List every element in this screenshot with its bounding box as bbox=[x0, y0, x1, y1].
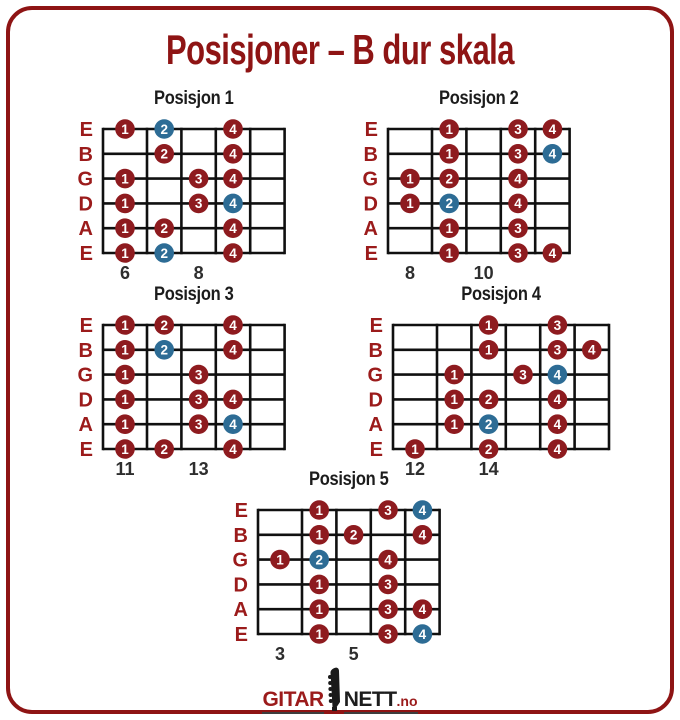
finger-dot-red bbox=[479, 340, 499, 360]
finger-dot-red bbox=[479, 315, 499, 335]
guitar-headstock-icon bbox=[327, 667, 342, 716]
finger-number: 4 bbox=[553, 417, 562, 432]
position-title: Posisjon 2 bbox=[439, 87, 519, 109]
finger-dot-red bbox=[223, 169, 243, 189]
finger-number: 2 bbox=[160, 146, 168, 162]
finger-dot-blue bbox=[479, 414, 499, 434]
finger-number: 4 bbox=[229, 121, 237, 137]
finger-dot-red bbox=[223, 315, 243, 335]
finger-dot-red bbox=[582, 340, 602, 360]
finger-dot-red bbox=[413, 599, 433, 619]
string-label: A bbox=[78, 414, 93, 437]
finger-dot-red bbox=[543, 243, 563, 263]
finger-dot-red bbox=[189, 169, 209, 189]
finger-dot-red bbox=[378, 575, 398, 595]
finger-dot-blue bbox=[543, 144, 563, 164]
finger-dot-red bbox=[309, 525, 329, 545]
fretboard bbox=[57, 110, 301, 288]
finger-dot-blue bbox=[309, 550, 329, 570]
finger-number: 3 bbox=[194, 392, 203, 408]
finger-number: 1 bbox=[315, 626, 323, 642]
finger-number: 3 bbox=[514, 221, 522, 236]
finger-dot-red bbox=[115, 243, 135, 263]
finger-dot-red bbox=[223, 390, 243, 410]
finger-number: 2 bbox=[315, 552, 323, 568]
finger-dot-red bbox=[115, 315, 135, 335]
string-label: E bbox=[234, 624, 248, 646]
finger-dot-red bbox=[548, 340, 568, 360]
finger-dot-red bbox=[508, 243, 528, 263]
string-label: A bbox=[78, 218, 93, 241]
string-label: A bbox=[363, 218, 378, 241]
finger-number: 1 bbox=[450, 367, 458, 383]
finger-dot-red bbox=[439, 119, 459, 139]
fret-number: 6 bbox=[119, 263, 131, 283]
finger-number: 3 bbox=[553, 342, 562, 358]
finger-number: 3 bbox=[514, 121, 522, 137]
finger-dot-red bbox=[189, 390, 209, 410]
finger-number: 1 bbox=[484, 342, 493, 358]
string-label: B bbox=[78, 143, 93, 166]
finger-number: 4 bbox=[588, 342, 596, 358]
finger-number: 1 bbox=[121, 367, 129, 383]
finger-dot-red bbox=[309, 624, 329, 644]
finger-number: 2 bbox=[445, 196, 453, 212]
finger-number: 4 bbox=[229, 171, 237, 187]
finger-dot-red bbox=[309, 500, 329, 520]
fret-number: 12 bbox=[404, 459, 426, 479]
finger-dot-red bbox=[154, 439, 174, 459]
finger-number: 4 bbox=[548, 121, 557, 137]
finger-dot-red bbox=[405, 439, 425, 459]
finger-dot-red bbox=[223, 340, 243, 360]
finger-number: 3 bbox=[384, 602, 392, 617]
fret-number: 5 bbox=[348, 644, 359, 664]
finger-dot-red bbox=[439, 169, 459, 189]
finger-dot-red bbox=[548, 414, 568, 434]
finger-number: 4 bbox=[418, 626, 427, 642]
finger-dot-red bbox=[479, 439, 499, 459]
finger-dot-red bbox=[400, 194, 420, 214]
finger-number: 1 bbox=[121, 317, 129, 333]
finger-number: 1 bbox=[484, 317, 493, 333]
finger-dot-red bbox=[344, 525, 364, 545]
finger-number: 4 bbox=[384, 552, 392, 568]
finger-number: 4 bbox=[229, 392, 237, 408]
finger-dot-red bbox=[413, 525, 433, 545]
finger-dot-red bbox=[223, 144, 243, 164]
finger-number: 3 bbox=[553, 317, 562, 333]
string-label: E bbox=[79, 243, 93, 265]
finger-number: 2 bbox=[445, 171, 453, 187]
finger-number: 1 bbox=[121, 196, 129, 212]
finger-dot-blue bbox=[154, 119, 174, 139]
finger-number: 1 bbox=[121, 171, 129, 187]
string-label: G bbox=[362, 168, 378, 191]
finger-number: 1 bbox=[121, 392, 129, 408]
logo-text-nett: NETT bbox=[343, 688, 397, 711]
string-label: G bbox=[77, 364, 93, 387]
fretboard bbox=[212, 491, 456, 669]
finger-number: 2 bbox=[160, 317, 168, 333]
finger-dot-red bbox=[378, 500, 398, 520]
gitarnett-logo bbox=[0, 666, 680, 714]
string-label: E bbox=[364, 119, 378, 141]
string-label: G bbox=[367, 364, 383, 387]
finger-number: 1 bbox=[445, 121, 453, 137]
finger-number: 1 bbox=[450, 417, 458, 432]
finger-dot-red bbox=[115, 169, 135, 189]
string-label: B bbox=[78, 339, 93, 362]
finger-number: 1 bbox=[276, 552, 284, 568]
position-title: Posisjon 4 bbox=[461, 283, 541, 305]
finger-dot-red bbox=[513, 365, 533, 385]
finger-dot-blue bbox=[154, 243, 174, 263]
finger-number: 4 bbox=[514, 171, 522, 187]
page-title: Posisjoner – B dur skala bbox=[165, 26, 515, 74]
string-label: D bbox=[78, 193, 93, 216]
position-diagram-2 bbox=[342, 87, 586, 288]
finger-dot-red bbox=[115, 194, 135, 214]
finger-number: 1 bbox=[445, 245, 453, 261]
logo-text-nett-group bbox=[344, 689, 418, 714]
finger-dot-red bbox=[189, 414, 209, 434]
position-diagram-1 bbox=[57, 87, 301, 288]
finger-dot-red bbox=[189, 194, 209, 214]
string-label: A bbox=[368, 414, 383, 437]
finger-number: 2 bbox=[160, 342, 168, 358]
finger-number: 4 bbox=[553, 367, 562, 383]
finger-number: 2 bbox=[160, 221, 168, 236]
finger-dot-red bbox=[154, 144, 174, 164]
finger-dot-red bbox=[508, 119, 528, 139]
finger-dot-red bbox=[508, 144, 528, 164]
finger-dot-red bbox=[223, 218, 243, 238]
finger-dot-red bbox=[223, 439, 243, 459]
finger-number: 4 bbox=[229, 317, 237, 333]
finger-number: 2 bbox=[349, 527, 358, 543]
string-label: D bbox=[233, 574, 248, 597]
finger-number: 2 bbox=[484, 441, 493, 457]
finger-dot-red bbox=[444, 365, 464, 385]
finger-number: 1 bbox=[411, 441, 419, 457]
finger-number: 1 bbox=[445, 146, 453, 162]
finger-dot-blue bbox=[439, 194, 459, 214]
finger-dot-red bbox=[189, 365, 209, 385]
string-label: E bbox=[369, 439, 383, 461]
finger-number: 4 bbox=[229, 196, 237, 212]
finger-number: 1 bbox=[315, 602, 323, 617]
finger-number: 3 bbox=[519, 367, 527, 383]
finger-dot-red bbox=[115, 119, 135, 139]
finger-dot-red bbox=[115, 414, 135, 434]
finger-number: 3 bbox=[514, 146, 522, 162]
finger-number: 4 bbox=[548, 245, 557, 261]
finger-dot-red bbox=[223, 119, 243, 139]
finger-number: 4 bbox=[229, 146, 237, 162]
fret-number: 3 bbox=[274, 644, 286, 664]
finger-dot-red bbox=[444, 414, 464, 434]
string-label: E bbox=[79, 439, 93, 461]
finger-dot-blue bbox=[154, 340, 174, 360]
string-label: D bbox=[363, 193, 378, 216]
fret-number: 8 bbox=[404, 263, 416, 283]
position-title: Posisjon 5 bbox=[309, 468, 389, 490]
finger-dot-blue bbox=[413, 500, 433, 520]
finger-dot-red bbox=[508, 169, 528, 189]
string-label: E bbox=[369, 315, 383, 337]
finger-number: 4 bbox=[229, 441, 237, 457]
finger-dot-red bbox=[439, 144, 459, 164]
finger-number: 2 bbox=[484, 417, 493, 432]
finger-dot-blue bbox=[223, 194, 243, 214]
finger-dot-red bbox=[439, 243, 459, 263]
string-label: E bbox=[79, 119, 93, 141]
fretboard bbox=[57, 306, 301, 484]
finger-dot-red bbox=[115, 218, 135, 238]
fret-number: 13 bbox=[188, 459, 209, 479]
finger-number: 3 bbox=[194, 171, 203, 187]
string-label: B bbox=[363, 143, 378, 166]
fretboard bbox=[342, 110, 586, 288]
fret-number: 10 bbox=[473, 263, 494, 283]
finger-dot-red bbox=[154, 315, 174, 335]
finger-number: 4 bbox=[229, 221, 237, 236]
finger-number: 1 bbox=[315, 527, 323, 543]
finger-number: 1 bbox=[121, 221, 129, 236]
finger-dot-red bbox=[400, 169, 420, 189]
position-diagram-4 bbox=[347, 283, 625, 484]
finger-number: 4 bbox=[553, 392, 562, 408]
finger-number: 1 bbox=[121, 121, 129, 137]
finger-number: 2 bbox=[160, 121, 168, 137]
finger-number: 1 bbox=[315, 502, 323, 518]
finger-dot-red bbox=[378, 599, 398, 619]
fret-number: 14 bbox=[478, 459, 499, 479]
string-label: G bbox=[232, 549, 248, 572]
finger-dot-red bbox=[439, 218, 459, 238]
string-label: A bbox=[233, 599, 248, 622]
fret-number: 8 bbox=[193, 263, 204, 283]
finger-dot-red bbox=[378, 550, 398, 570]
finger-dot-red bbox=[548, 439, 568, 459]
finger-dot-red bbox=[115, 390, 135, 410]
finger-number: 3 bbox=[384, 626, 392, 642]
finger-number: 4 bbox=[229, 342, 237, 358]
finger-dot-red bbox=[543, 119, 563, 139]
finger-dot-red bbox=[223, 243, 243, 263]
logo-text-gitar: GITAR bbox=[262, 689, 323, 714]
finger-number: 4 bbox=[229, 245, 237, 261]
finger-number: 4 bbox=[229, 417, 237, 432]
fret-number: 11 bbox=[115, 459, 135, 479]
finger-number: 1 bbox=[445, 221, 453, 236]
finger-dot-red bbox=[444, 390, 464, 410]
finger-dot-red bbox=[548, 315, 568, 335]
finger-number: 3 bbox=[384, 502, 392, 518]
finger-dot-blue bbox=[223, 414, 243, 434]
finger-number: 2 bbox=[160, 245, 168, 261]
finger-dot-red bbox=[508, 218, 528, 238]
finger-dot-red bbox=[309, 599, 329, 619]
logo-text-no: .no bbox=[396, 693, 418, 709]
finger-number: 3 bbox=[384, 577, 392, 593]
finger-dot-red bbox=[479, 390, 499, 410]
finger-number: 1 bbox=[406, 171, 414, 187]
finger-dot-red bbox=[115, 439, 135, 459]
finger-number: 1 bbox=[121, 342, 129, 358]
finger-number: 4 bbox=[514, 196, 522, 212]
finger-number: 1 bbox=[315, 577, 323, 593]
finger-number: 4 bbox=[553, 441, 562, 457]
finger-number: 2 bbox=[160, 441, 168, 457]
finger-dot-red bbox=[508, 194, 528, 214]
finger-number: 4 bbox=[548, 146, 557, 162]
finger-dot-red bbox=[270, 550, 290, 570]
string-label: E bbox=[364, 243, 378, 265]
string-label: G bbox=[77, 168, 93, 191]
string-label: E bbox=[79, 315, 93, 337]
string-label: B bbox=[233, 524, 248, 547]
string-label: D bbox=[368, 389, 383, 412]
fretboard bbox=[347, 306, 625, 484]
finger-number: 3 bbox=[194, 196, 203, 212]
finger-dot-red bbox=[115, 365, 135, 385]
finger-dot-red bbox=[154, 218, 174, 238]
finger-number: 3 bbox=[194, 367, 203, 383]
finger-number: 3 bbox=[514, 245, 522, 261]
finger-number: 4 bbox=[418, 602, 427, 617]
position-diagram-3 bbox=[57, 283, 301, 484]
finger-dot-red bbox=[115, 340, 135, 360]
string-label: E bbox=[234, 500, 248, 522]
finger-dot-blue bbox=[413, 624, 433, 644]
finger-number: 3 bbox=[194, 417, 203, 432]
finger-number: 1 bbox=[450, 392, 458, 408]
finger-number: 4 bbox=[418, 527, 427, 543]
finger-dot-red bbox=[378, 624, 398, 644]
finger-number: 4 bbox=[418, 502, 427, 518]
string-label: B bbox=[368, 339, 383, 362]
finger-dot-blue bbox=[548, 365, 568, 385]
position-diagram-5 bbox=[212, 468, 456, 669]
finger-dot-red bbox=[309, 575, 329, 595]
finger-dot-red bbox=[548, 390, 568, 410]
finger-number: 1 bbox=[121, 417, 129, 432]
finger-number: 2 bbox=[484, 392, 493, 408]
position-title: Posisjon 1 bbox=[154, 87, 234, 109]
position-title: Posisjon 3 bbox=[154, 283, 234, 305]
finger-number: 1 bbox=[121, 441, 129, 457]
finger-number: 1 bbox=[121, 245, 129, 261]
string-label: D bbox=[78, 389, 93, 412]
finger-number: 1 bbox=[406, 196, 414, 212]
